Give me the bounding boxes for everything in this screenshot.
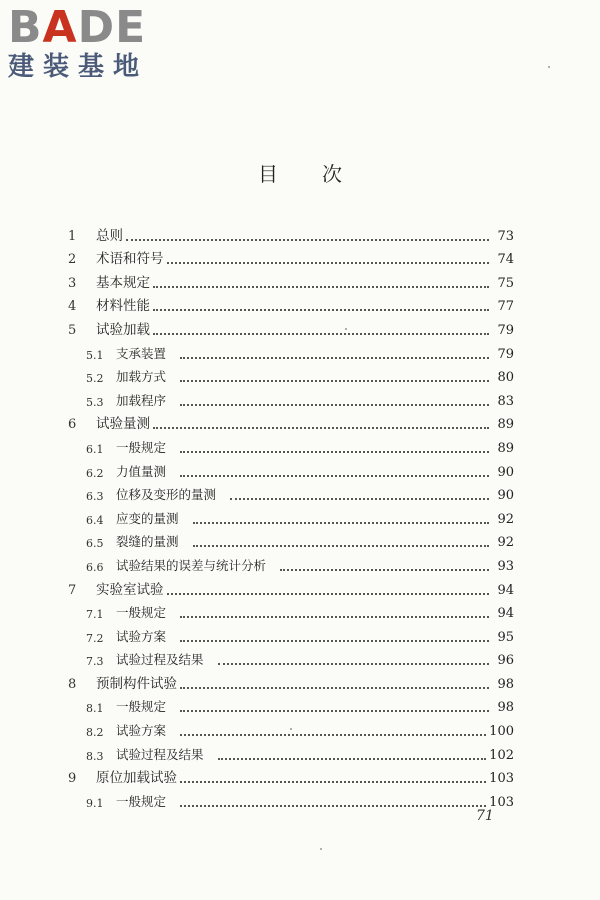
toc-entry-label: 一般规定	[116, 793, 167, 809]
toc-entry[interactable]	[68, 503, 514, 527]
table-of-contents	[68, 220, 514, 810]
toc-entry-number: 7.1	[86, 608, 104, 622]
toc-entry-label: 实验室试验	[96, 581, 164, 598]
toc-entry-page: 93	[497, 558, 514, 574]
toc-entry-page: 98	[497, 676, 514, 692]
toc-entry-number: 9.1	[86, 796, 104, 810]
toc-entry-number: 6	[68, 417, 77, 433]
toc-entry[interactable]	[68, 409, 514, 433]
toc-entry[interactable]	[68, 668, 514, 692]
dot-leader	[180, 379, 489, 382]
toc-entry[interactable]	[68, 550, 514, 574]
toc-entry-label: 裂缝的量测	[116, 534, 179, 550]
toc-entry-page: 79	[497, 322, 514, 338]
toc-entry-number: 5.2	[86, 372, 104, 386]
dot-leader	[180, 709, 489, 712]
toc-entry-number: 3	[68, 275, 77, 291]
dot-leader	[153, 285, 489, 288]
toc-entry-number: 6.1	[86, 442, 104, 456]
toc-entry[interactable]	[68, 362, 514, 386]
scan-speck	[548, 66, 550, 68]
toc-entry[interactable]	[68, 574, 514, 598]
toc-entry-page: 94	[497, 606, 514, 622]
toc-entry-page: 94	[497, 582, 514, 598]
toc-entry-number: 8.3	[86, 749, 104, 763]
toc-entry-label: 试验过程及结果	[116, 652, 204, 668]
toc-entry-number: 6.5	[86, 537, 104, 551]
toc-entry-page: 102	[489, 747, 514, 763]
logo-wordmark: BADE	[8, 2, 147, 53]
toc-entry[interactable]	[68, 692, 514, 716]
toc-entry-page: 100	[489, 724, 514, 740]
dot-leader	[218, 757, 487, 760]
toc-entry-label: 加载程序	[116, 392, 167, 408]
toc-entry[interactable]	[68, 763, 514, 787]
dot-leader	[167, 261, 490, 264]
dot-leader	[153, 332, 489, 335]
toc-entry[interactable]	[68, 786, 514, 810]
scan-speck	[345, 328, 347, 330]
toc-entry[interactable]	[68, 267, 514, 291]
toc-entry-label: 总则	[96, 227, 123, 244]
toc-entry-number: 2	[68, 252, 77, 268]
dot-leader	[180, 686, 489, 689]
toc-entry-label: 基本规定	[96, 274, 150, 291]
toc-entry-page: 92	[497, 511, 514, 527]
toc-entry[interactable]	[68, 432, 514, 456]
toc-entry-label: 试验过程及结果	[116, 746, 204, 762]
toc-entry-number: 8	[68, 676, 77, 692]
toc-entry-label: 一般规定	[116, 699, 167, 715]
toc-entry-label: 一般规定	[116, 605, 167, 621]
toc-entry-number: 1	[68, 228, 77, 244]
toc-entry-page: 92	[497, 535, 514, 551]
toc-entry-page: 98	[497, 700, 514, 716]
toc-entry-number: 5.3	[86, 395, 104, 409]
dot-leader	[126, 238, 489, 241]
toc-entry-page: 95	[497, 629, 514, 645]
toc-entry-page: 75	[497, 275, 514, 291]
toc-entry-page: 103	[489, 794, 514, 810]
toc-entry-page: 83	[497, 393, 514, 409]
toc-entry-label: 应变的量测	[116, 510, 179, 526]
toc-entry-number: 5	[68, 322, 77, 338]
dot-leader	[280, 568, 489, 571]
toc-entry-page: 89	[497, 440, 514, 456]
dot-leader	[230, 497, 489, 500]
toc-entry-label: 试验结果的误差与统计分析	[116, 557, 267, 573]
toc-entry-label: 原位加载试验	[96, 770, 177, 787]
scan-speck	[290, 728, 292, 730]
dot-leader	[180, 639, 489, 642]
toc-entry[interactable]	[68, 244, 514, 268]
dot-leader	[180, 356, 489, 359]
toc-entry-page: 80	[497, 370, 514, 386]
toc-entry[interactable]	[68, 621, 514, 645]
toc-entry-label: 试验方案	[116, 628, 167, 644]
toc-entry-number: 9	[68, 771, 77, 787]
toc-entry-number: 6.2	[86, 466, 104, 480]
toc-entry-page: 90	[497, 464, 514, 480]
toc-entry[interactable]	[68, 385, 514, 409]
toc-entry[interactable]	[68, 456, 514, 480]
toc-entry-number: 6.4	[86, 513, 104, 527]
toc-entry-number: 6.3	[86, 490, 104, 504]
toc-entry[interactable]	[68, 314, 514, 338]
toc-entry-label: 预制构件试验	[96, 675, 177, 692]
toc-entry-page: 96	[497, 653, 514, 669]
toc-entry-number: 6.6	[86, 560, 104, 574]
toc-entry[interactable]	[68, 291, 514, 315]
toc-entry-page: 103	[489, 771, 514, 787]
toc-entry-number: 7	[68, 582, 77, 598]
toc-entry-page: 74	[497, 252, 514, 268]
dot-leader	[153, 426, 489, 429]
dot-leader	[180, 450, 489, 453]
toc-entry-label: 力值量测	[116, 463, 167, 479]
toc-entry[interactable]	[68, 739, 514, 763]
toc-entry[interactable]	[68, 480, 514, 504]
dot-leader	[180, 804, 486, 807]
scan-speck	[320, 848, 322, 850]
toc-entry[interactable]	[68, 338, 514, 362]
toc-entry[interactable]	[68, 645, 514, 669]
dot-leader	[193, 544, 489, 547]
page-title: 目次	[258, 162, 386, 186]
page-number: 71	[476, 808, 494, 824]
toc-entry-label: 材料性能	[96, 298, 150, 315]
toc-entry[interactable]	[68, 527, 514, 551]
toc-entry-page: 90	[497, 488, 514, 504]
toc-entry-page: 73	[497, 228, 514, 244]
toc-entry-number: 8.1	[86, 702, 104, 716]
toc-entry-page: 79	[497, 346, 514, 362]
toc-entry-page: 77	[497, 299, 514, 315]
toc-entry-page: 89	[497, 417, 514, 433]
toc-entry-number: 7.3	[86, 655, 104, 669]
dot-leader	[153, 308, 489, 311]
toc-entry-number: 5.1	[86, 348, 104, 362]
toc-entry-label: 支承装置	[116, 345, 167, 361]
toc-entry-number: 8.2	[86, 726, 104, 740]
dot-leader	[218, 662, 489, 665]
toc-entry[interactable]	[68, 598, 514, 622]
toc-entry-number: 4	[68, 299, 77, 315]
dot-leader	[180, 403, 489, 406]
logo	[8, 2, 178, 82]
dot-leader	[180, 733, 486, 736]
dot-leader	[193, 521, 489, 524]
dot-leader	[167, 592, 490, 595]
toc-entry-label: 加载方式	[116, 369, 167, 385]
logo-subtitle: 建装基地	[8, 52, 149, 82]
toc-entry-label: 试验方案	[116, 723, 167, 739]
toc-entry-label: 试验量测	[96, 416, 150, 433]
toc-entry-number: 7.2	[86, 631, 104, 645]
toc-entry-label: 一般规定	[116, 439, 167, 455]
toc-entry[interactable]	[68, 220, 514, 244]
toc-entry-label: 位移及变形的量测	[116, 487, 217, 503]
toc-entry-label: 术语和符号	[96, 251, 164, 268]
dot-leader	[180, 474, 489, 477]
dot-leader	[180, 615, 489, 618]
toc-entry-label: 试验加载	[96, 321, 150, 338]
dot-leader	[180, 780, 486, 783]
